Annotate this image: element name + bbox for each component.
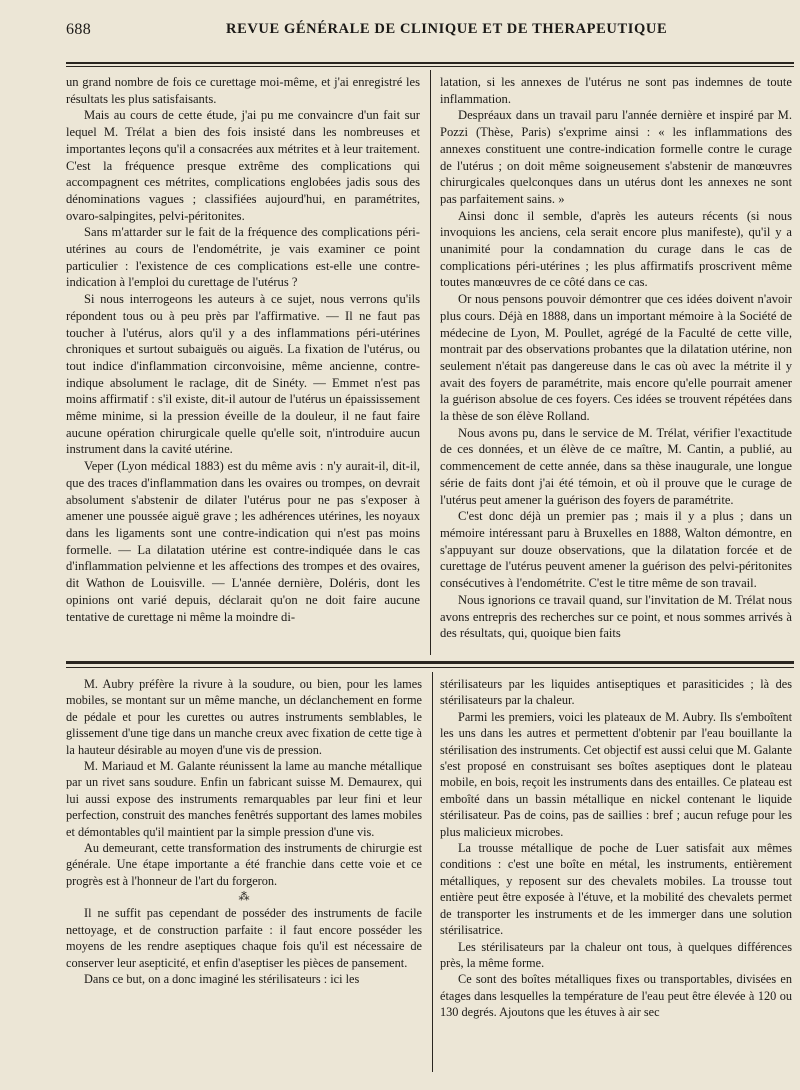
paragraph: Despréaux dans un travail paru l'année dernière et inspiré par M. Pozzi (Thèse, Paris) s'exprime ainsi : « les inflammations des annexes constituent une contre-indication formelle contre le curage de l'utérus ; on doit même soigneusement s'abstenir de manœuvres chirurgicales quelconques dans un utérus dont les annexes ne sont pas parfaitement sains. » (440, 108, 792, 206)
header-rule-thin (66, 66, 794, 67)
paragraph: Si nous interrogeons les auteurs à ce sujet, nous verrons qu'ils répondent tous ou à peu près par l'affirmative. — Il ne faut pas toucher à l'utérus, alors qu'il y a des inflammations péri-utérines chroniques et surtout subaiguës ou aiguës. La fixation de l'utérus, ou tout indice d'inflammation circonvoisine, même ancienne, contre-indique absolument le raclage, dit de Sinéty. — Emmet n'est pas moins affirmatif : s'il existe, dit-il autour de l'utérus un épaississement même minime, si la pression éveille de la douleur, il ne faut faire aucune opération chirurgicale quelle qu'elle soit, n'introduire aucun instrument dans la cavité utérine. (66, 292, 420, 457)
paragraph: Nous avons pu, dans le service de M. Trélat, vérifier l'exactitude de ces données, et un élève de ce maître, M. Cantin, a publié, au commencement de cette année, dans sa thèse inaugurale, une longue série de faits dont j'ai été témoin, et où il prouve que le curage de l'utérus peut amener la guérison des foyers de paramétrite. (440, 425, 792, 507)
article-column-left (66, 74, 420, 659)
paragraph: Dans ce but, on a donc imaginé les stérilisateurs : ici les (84, 971, 360, 986)
paragraph: stérilisateurs par les liquides antiseptiques et parasiticides ; là des stérilisateurs par la chaleur. (440, 677, 792, 708)
journal-title: REVUE GÉNÉRALE DE CLINIQUE ET DE THERAPEUTIQUE (226, 21, 668, 37)
feuilleton-column-right (440, 676, 792, 1076)
paragraph: C'est donc déjà un premier pas ; mais il y a plus ; dans un mémoire intéressant paru à Bruxelles en 1888, Walton démontre, en s'appuyant sur douze observations, que la dilatation forcée et de curettage de l'utérus peuvent amener la guérison des pelvi-péritonites consécutives à l'endométrite. C'est le titre même de son travail. (440, 509, 792, 591)
paragraph: Mais au cours de cette étude, j'ai pu me convaincre d'un fait sur lequel M. Trélat a bien des fois insisté dans les nombreuses et importantes leçons qu'il a consacrées aux métrites et à leur traitement. C'est la fréquence presque extrême des complications qui accompagnent ces métrites, complications englobées jadis sous des dénominations vagues ; classifiées aujourd'hui, en paramétrites, ovaro-salpingites, pelvi-péritonites. (66, 108, 420, 223)
column-divider (432, 672, 433, 1072)
paragraph: Sans m'attarder sur le fait de la fréquence des complications péri-utérines au cours de l'endométrite, je vais examiner ce point particulier : l'existence de ces complications est-elle une contre-indication à l'emploi du curettage de l'utérus ? (66, 225, 420, 290)
page-number: 688 (66, 21, 92, 38)
paragraph: Veper (Lyon médical 1883) est du même avis : n'y aurait-il, dit-il, que des traces d'inflammation dans les ovaires ou trompes, on devrait absolument s'abstenir de dilater l'utérus pour ne pas s'exposer à amener une poussée aiguë grave ; les adhérences utérines, les noyaux dans les ligaments sont une contre-indication qui n'est pas moins formelle. — La dilatation utérine est contre-indiquée dans le cas d'inflammation pelvienne et les affections des trompes et des ovaires, dit Wathon de Louisville. — L'année dernière, Doléris, dont les opinions ont varié depuis, déclarait qu'on ne doit faire aucune tentative de curettage ni même la moindre di- (66, 459, 420, 624)
paragraph: un grand nombre de fois ce curettage moi-même, et j'ai enregistré les résultats les plus satisfaisants. (66, 75, 420, 106)
asterism-separator: ⁂ (238, 891, 250, 904)
paragraph: M. Mariaud et M. Galante réunissent la lame au manche métallique par un rivet sans soudure. Enfin un fabricant suisse M. Demaurex, qui lui aussi expose des instruments remarquables par leur fini et leur perfection, construit des manches fenêtrés supportant des lames mobiles et démontables qu'il maintient par la simple pression d'une vis. (66, 759, 422, 839)
paragraph: Il ne suffit pas cependant de posséder des instruments de facile nettoyage, et de construction parfaite : il faut encore posséder les moyens de les rendre aseptiques chaque fois qu'il est nécessaire de conserver leur asepticité, et enfin d'aseptiser les pièces de pansement. (66, 906, 422, 970)
column-divider (430, 70, 431, 655)
paragraph: Les stérilisateurs par la chaleur ont tous, à quelques différences près, la même forme. (440, 939, 792, 970)
paragraph: M. Aubry préfère la rivure à la soudure, ou bien, pour les lames mobiles, se montant sur un même manche, un déclanchement en forme de pédale et pour les curettes ou autres instruments semblables, le glissement d'une tige dans un manche creux avec fixation de cette tige à la hauteur désirable au moyen d'une vis de pression. (66, 677, 422, 757)
paragraph: Or nous pensons pouvoir démontrer que ces idées doivent n'avoir plus cours. Déjà en 1888, dans un important mémoire à la Société de médecine de Lyon, M. Poullet, agrégé de la Faculté de cette ville, montrait par des observations probantes que la dilatation utérine, non seulement n'était pas dangereuse dans le cas où avec la métrite il y avait des foyers de paramétrite, mais encore qu'elle pourrait amener la guérison absolue de ces foyers. Ces idées se trouvent répétées dans la thèse de son élève Rolland. (440, 292, 792, 424)
article-column-right (440, 74, 792, 659)
header-rule (66, 62, 794, 64)
paragraph: Au demeurant, cette transformation des instruments de chirurgie est générale. Une étape importante a été franchie dans cette voie et ce progrès est à l'honneur de l'art du forgeron. (66, 841, 422, 888)
section-rule-thin (66, 667, 794, 668)
paragraph: Parmi les premiers, voici les plateaux de M. Aubry. Ils s'emboîtent les uns dans les autres et permettent d'obtenir par l'eau bouillante la stérilisation des instruments. Cet objectif est aussi celui que M. Galante s'est proposé en construisant ses boîtes aseptiques dont le plateau mobile, en bois, reçoit les instruments dans des entailles. Ce plateau est emboîté dans un bassin métallique en nickel contenant le liquide stérilisateur. Pas de coins, pas de saillies : bref ; aucun refuge pour les plus malicieux microbes. (440, 709, 792, 839)
feuilleton-column-left (66, 676, 422, 1076)
paragraph: La trousse métallique de poche de Luer satisfait aux mêmes conditions : c'est une boîte en métal, les instruments, entièrement métalliques, y reposent sur des chevalets mobiles. La trousse tout entière peut être exposée à l'étuve, et la mobilité des chevalets permet de transporter les instruments et de les immerger dans une solution stérilisatrice. (440, 841, 792, 938)
running-header (66, 18, 791, 42)
paragraph: Nous ignorions ce travail quand, sur l'invitation de M. Trélat nous avons entrepris des recherches sur ce point, et nous sommes arrivés à des résultats, qui, quoique bien faits (440, 592, 792, 641)
section-rule (66, 661, 794, 664)
paragraph: Ainsi donc il semble, d'après les auteurs récents (si nous invoquions les anciens, cela serait encore plus manifeste), qu'il y a unanimité pour la condamnation du curage dans le cas de complications péri-utérines ; les plus affirmatifs proscrivent même toutes manœuvres de ce côté dans ce cas. (440, 208, 792, 290)
paragraph: latation, si les annexes de l'utérus ne sont pas indemnes de toute inflammation. (440, 75, 792, 106)
paragraph: Ce sont des boîtes métalliques fixes ou transportables, divisées en étages dans lesquelles la température de l'eau peut être élevée à 120 ou 130 degrés. Ajoutons que les étuves à air sec (440, 972, 792, 1020)
